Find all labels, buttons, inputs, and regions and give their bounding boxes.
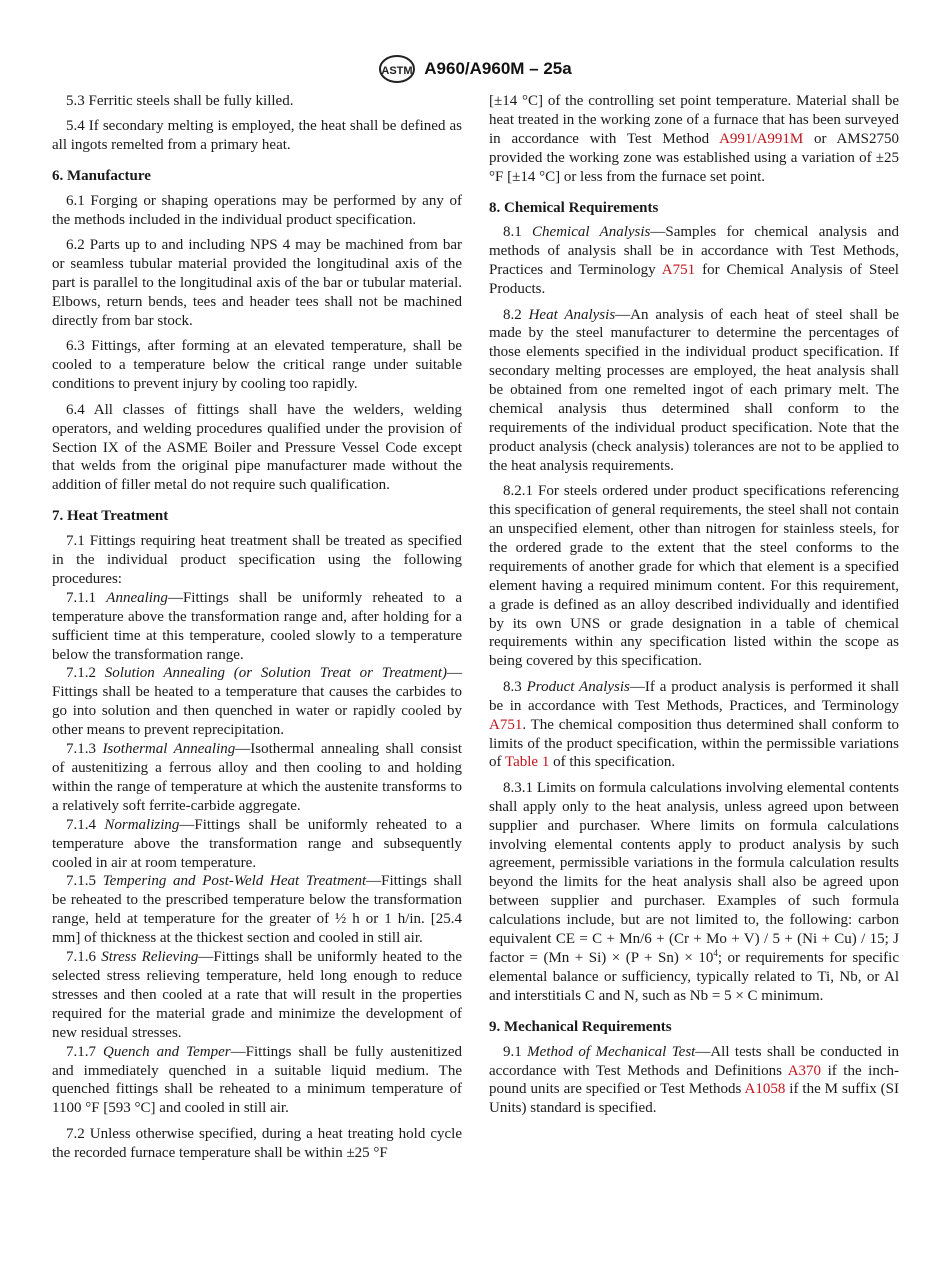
page-header — [0, 54, 950, 84]
text-run: 7.2 Unless otherwise specified, during a heat treating hold cycle the recorded furnace temperature shall be within ±25 °F — [52, 1125, 462, 1161]
text-run: 8.1 — [503, 224, 533, 241]
paragraph-caption: Product Analysis — [526, 678, 630, 695]
paragraph-caption: Quench and Temper — [103, 1043, 231, 1060]
text-run: —If a product analysis is performed it shall be in accordance with Test Methods, Practices, and Terminology — [489, 678, 900, 714]
paragraph — [52, 1125, 462, 1163]
text-run: 7.1.5 — [66, 873, 103, 890]
paragraph — [489, 223, 899, 299]
text-run: of this specification. — [549, 754, 676, 771]
paragraph — [52, 401, 462, 496]
text-run: 7.1.2 — [66, 665, 105, 682]
paragraph — [52, 192, 462, 230]
text-run: 8.2.1 For steels ordered under product specifications referencing this specification of general requirements, the steel shall not contain an unspecified element, other than nitrogen for stainless steels, for the ordered grade to the extent that the steel conforms to the requirements of another grade for which that element is a specified element having a required minimum content. For this requirement, a grade is defined as an alloy described individually and identified by its own UNS or grade designation in a table of chemical requirements within any specification listed within the scope as being covered by this specification. — [489, 483, 899, 670]
text-run: 5.3 Ferritic steels shall be fully killed. — [66, 93, 294, 109]
text-run: 8. Chemical Requirements — [489, 199, 659, 216]
paragraph — [489, 1043, 899, 1119]
text-run: or AMS2750 provided the working zone was established using a variation of ±25 °F [±14 °C] or less from the furnace set point. — [489, 130, 899, 185]
text-run: —Fittings shall be fully austenitized and immediately quenched in a suitable liquid medium. The quenched fittings shall be reheated to a minimum temperature of 1100 °F [593 °C] and cooled in still air. — [52, 1043, 462, 1117]
text-run: 9. Mechanical Requirements — [489, 1018, 672, 1035]
text-run: —Fittings shall be uniformly reheated to a temperature above the transformation range and subsequently cooled in air at room temperature. — [52, 816, 463, 871]
paragraph — [52, 664, 462, 740]
text-run: 7.1 Fittings requiring heat treatment shall be treated as specified in the individual product specification using the following procedures: — [52, 533, 462, 587]
section-heading — [52, 507, 462, 526]
text-run: —All tests shall be conducted in accordance with Test Methods and Definitions — [489, 1043, 900, 1079]
paragraph — [52, 337, 462, 394]
text-run: ; or requirements for specific elemental balance or sufficiency, typically related to Ti, Nb, or Al and interstitials C and N, such as Nb = 5 × C minimum. — [489, 949, 899, 1004]
paragraph — [489, 482, 899, 671]
text-run: —Fittings shall be uniformly reheated to a temperature above the transformation range and, after holding for a sufficient time at this temperature, cooled slowly to a temperature below the transformation range. — [52, 589, 463, 663]
right-column — [489, 92, 899, 1125]
text-run: 9.1 — [503, 1043, 528, 1060]
text-run: —Fittings shall be reheated to the prescribed temperature below the transformation range, held at temperature for the greater of ½ h or 1 h/in. [25.4 mm] of thickness at the thickest section and cooled in still air. — [52, 873, 462, 947]
text-run: 8.2 — [503, 306, 529, 323]
reference-link[interactable]: A751 — [489, 716, 523, 733]
paragraph — [52, 816, 462, 873]
text-run: —Fittings shall be uniformly heated to the selected stress relieving temperature, held long enough to reduce stresses and then cooled at a rate that will result in the properties required for the material grade and minimize the development of new residual stresses. — [52, 949, 462, 1041]
text-run: 7.1.6 — [66, 949, 102, 966]
left-column — [52, 92, 462, 1169]
paragraph — [52, 532, 462, 589]
paragraph — [52, 117, 462, 155]
paragraph — [52, 236, 462, 331]
paragraph — [52, 948, 462, 1043]
paragraph-caption: Chemical Analysis — [532, 224, 651, 241]
text-run: . The chemical composition thus determined shall conform to limits of the product specification, within the permissible variations of — [489, 716, 899, 771]
paragraph — [52, 92, 462, 111]
text-run: 8.3 — [503, 678, 527, 695]
text-run: if the M suffix (SI Units) standard is specified. — [489, 1081, 899, 1117]
reference-link[interactable]: Table 1 — [504, 754, 550, 771]
paragraph-caption: Method of Mechanical Test — [527, 1043, 696, 1060]
paragraph — [489, 306, 899, 476]
text-run: 7.1.1 — [66, 589, 107, 606]
paragraph-caption: Annealing — [106, 589, 168, 606]
paragraph — [52, 1043, 462, 1119]
text-run: 6.2 Parts up to and including NPS 4 may be machined from bar or seamless tubular material provided the longitudinal axis of the part is parallel to the longitudinal axis of the bar or tubular material. Elbows, return bends, tees and header tees shall not be machined directly from bar stock. — [52, 237, 462, 330]
text-run: if the inch-pound units are specified or Test Methods — [489, 1062, 899, 1098]
astm-logo-icon — [378, 54, 416, 84]
section-heading — [489, 1018, 899, 1037]
text-run: —Fittings shall be heated to a temperature that causes the carbides to go into solution and then quenched in water or rapidly cooled by other means to prevent reprecipitation. — [52, 665, 463, 739]
reference-link[interactable]: A751 — [661, 262, 696, 279]
text-run: 7.1.7 — [66, 1043, 104, 1060]
paragraph — [489, 678, 899, 773]
paragraph-caption: Normalizing — [104, 816, 180, 833]
reference-link[interactable]: A370 — [787, 1062, 822, 1079]
text-run: —Isothermal annealing shall consist of austenitizing a ferrous alloy and then cooling to and holding within the range of temperature at which the austenite transforms to a relatively soft ferrite-carbide aggregate. — [52, 741, 462, 814]
text-run: —An analysis of each heat of steel shall be made by the steel manufacturer to determine the percentages of those elements specified in the individual product specification. If secondary melting processes are employed, the heat analysis shall be obtained from one remelted ingot of each primary melt. The chemical analysis thus determined shall conform to the requirements of the individual product specification. Note that the product analysis (check analysis) tolerances are not to be applied to the heat analysis requirements. — [489, 306, 899, 474]
text-run: 7.1.3 — [66, 741, 103, 758]
text-run: 6.1 Forging or shaping operations may be performed by any of the methods included in the individual product specification. — [52, 193, 462, 229]
text-run: 6. Manufacture — [52, 168, 151, 185]
paragraph — [52, 589, 462, 665]
text-run: 7. Heat Treatment — [52, 508, 169, 525]
svg-text:ASTM: ASTM — [381, 65, 413, 77]
paragraph — [489, 92, 899, 187]
reference-link[interactable]: A1058 — [744, 1081, 786, 1098]
text-run: for Chemical Analysis of Steel Products. — [489, 262, 899, 298]
section-heading — [489, 199, 899, 218]
paragraph-caption: Solution Annealing (or Solution Treat or Treatment) — [104, 665, 448, 682]
superscript: 4 — [713, 947, 718, 958]
section-heading — [52, 167, 462, 186]
text-run: 6.4 All classes of fittings shall have the welders, welding operators, and welding procedures qualified under the provision of Section IX of the ASME Boiler and Pressure Vessel Code except that welds from the original pipe manufacturer made without the addition of filler metal do not require such qualification. — [52, 401, 462, 494]
text-run: —Samples for chemical analysis and methods of analysis shall be in accordance with Test Methods, Practices and Terminology — [489, 224, 900, 279]
paragraph — [52, 872, 462, 948]
paragraph-caption: Stress Relieving — [101, 949, 199, 966]
paragraph-caption: Tempering and Post-Weld Heat Treatment — [102, 873, 367, 890]
paragraph — [52, 740, 462, 816]
text-run: [±14 °C] of the controlling set point temperature. Material shall be heat treated in the working zone of a furnace that has been surveyed in accordance with Test Method — [489, 93, 899, 147]
paragraph-caption: Heat Analysis — [528, 306, 616, 323]
text-run: 8.3.1 Limits on formula calculations involving elemental contents shall apply only to the heat analysis, unless agreed upon between supplier and purchaser. Where limits on formula calculations involving elemental contents apply to product analysis by such agreement, permissible variations in the formula calculation results beyond the limits for the heat analysis shall also be agreed upon between supplier and purchaser. Examples of such formula calculations include, but are not limited to, the following: carbon equivalent CE = C + Mn/6 + (Cr + Mo + V) / 5 + (Ni + Cu) / 15; J factor = (Mn + Si) × (P + Sn) × 10 — [489, 779, 899, 966]
text-run: 6.3 Fittings, after forming at an elevated temperature, shall be cooled to a temperature below the critical range under suitable conditions to prevent injury by cooling too rapidly. — [52, 338, 462, 393]
text-run: 7.1.4 — [66, 816, 105, 833]
text-run: 5.4 If secondary melting is employed, the heat shall be defined as all ingots remelted from a primary heat. — [52, 118, 462, 154]
paragraph-caption: Isothermal Annealing — [102, 741, 236, 758]
reference-link[interactable]: A991/A991M — [719, 130, 804, 147]
document-designation: A960/A960M – 25a — [424, 59, 572, 78]
paragraph — [489, 779, 899, 1006]
